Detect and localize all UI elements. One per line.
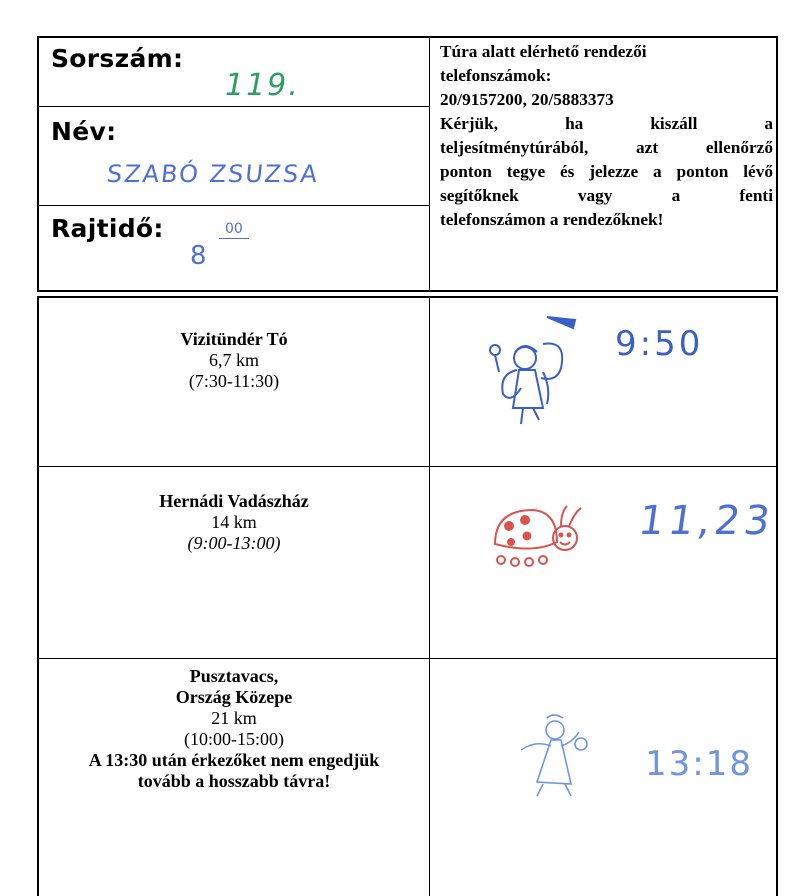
info-line: 20/9157200, 20/5883373 (440, 90, 614, 109)
organizer-info (440, 40, 773, 232)
checkpoint-distance: 6,7 km (208, 350, 259, 370)
info-line: telefonszámon a rendezőknek! (440, 210, 664, 229)
checkpoint-hours: (7:30-11:30) (188, 371, 280, 391)
checkpoint-time: 9:50 (615, 324, 704, 364)
registration-box (37, 36, 778, 292)
info-line: telefonszámok: (440, 66, 552, 85)
info-line: ponton tegye és jelezze a ponton lévő (440, 162, 773, 181)
checkpoint-name: Ország Közepe (175, 687, 293, 707)
info-line: Kérjük, ha kiszáll a (440, 114, 773, 133)
fairy-stamp-icon (477, 312, 587, 432)
rajtido-underline (219, 238, 249, 239)
info-line: teljesítménytúrából, azt ellenőrző (440, 138, 773, 157)
sorszam-label: Sorszám: (51, 44, 184, 73)
checkpoint-time: 11,23 (635, 498, 777, 544)
checkpoint-time: 13:18 (645, 744, 753, 784)
checkpoint-hours: (10:00-15:00) (184, 729, 284, 749)
rajtido-hour: 8 (190, 241, 207, 271)
checkpoint-name: Vizitündér Tó (180, 329, 288, 349)
figure-stamp-icon (507, 710, 597, 800)
checkpoint-hours: (9:00-13:00) (187, 533, 281, 553)
checkpoint-info (39, 329, 429, 392)
sorszam-value: 119. (225, 68, 300, 103)
checkpoint-distance: 14 km (211, 512, 257, 532)
checkpoint-info (39, 491, 429, 554)
rajtido-minutes: 00 (225, 221, 243, 237)
column-divider (429, 38, 430, 290)
info-line: Túra alatt elérhető rendezői (440, 42, 647, 61)
checkpoint-info (39, 666, 429, 792)
ladybug-stamp-icon (487, 502, 587, 572)
row-divider (39, 106, 429, 107)
row-divider (39, 205, 429, 206)
checkpoint-distance: 21 km (211, 708, 257, 728)
checkpoint-name: Hernádi Vadászház (159, 491, 309, 511)
checkpoint-note: tovább a hosszabb távra! (137, 771, 331, 791)
nev-label: Név: (51, 117, 117, 146)
rajtido-label: Rajtidő: (51, 214, 164, 243)
nev-value: SZABÓ ZSUZSA (105, 160, 321, 188)
info-line: segítőknek vagy a fenti (440, 186, 773, 205)
checkpoint-note: A 13:30 után érkezőket nem engedjük (88, 750, 380, 770)
checkpoint-table (37, 296, 778, 896)
checkpoint-name: Pusztavacs, (189, 666, 279, 686)
